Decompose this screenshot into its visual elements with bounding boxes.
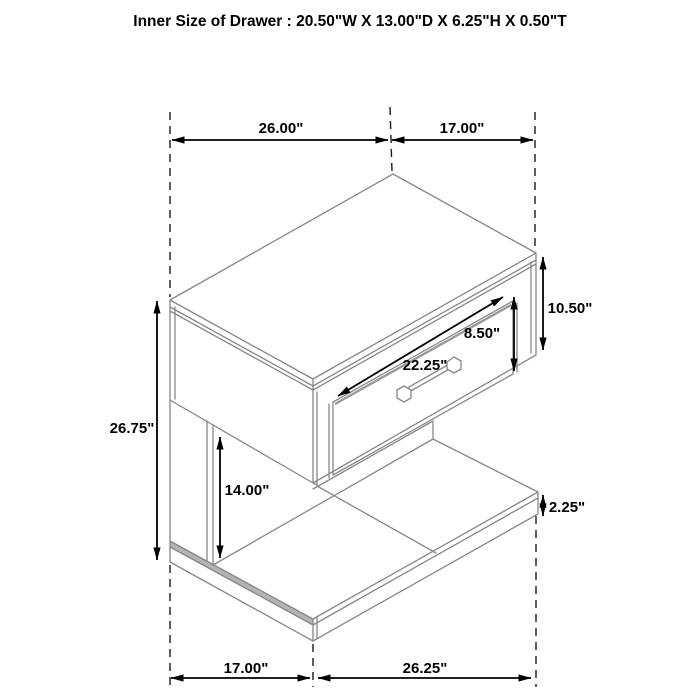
extension-lines: [170, 107, 536, 687]
dim-label-base-thickness: 2.25": [548, 499, 586, 516]
leg-and-base-outline: [170, 421, 538, 641]
dimension-lines: [157, 140, 543, 678]
diagram-title: Inner Size of Drawer : 20.50"W X 13.00"D X 6.25"H X 0.50"T: [133, 13, 567, 30]
dim-label-overall-height: 26.75": [109, 420, 155, 437]
dim-label-top-depth: 17.00": [439, 120, 485, 137]
dim-label-drawer-width: 22.25": [402, 357, 448, 374]
drawer-gap-shading: [335, 305, 511, 404]
dim-label-side-height: 10.50": [547, 300, 593, 317]
dim-label-base-width: 26.25": [402, 660, 448, 677]
dim-label-base-depth: 17.00": [223, 660, 269, 677]
base-top-band-shading: [170, 541, 313, 625]
dim-label-top-width: 26.00": [258, 120, 304, 137]
handle-left-foot: [397, 386, 411, 402]
handle-right-foot: [447, 357, 461, 373]
dim-label-leg-clearance: 14.00": [224, 482, 270, 499]
dim-label-drawer-height: 8.50": [463, 325, 501, 342]
